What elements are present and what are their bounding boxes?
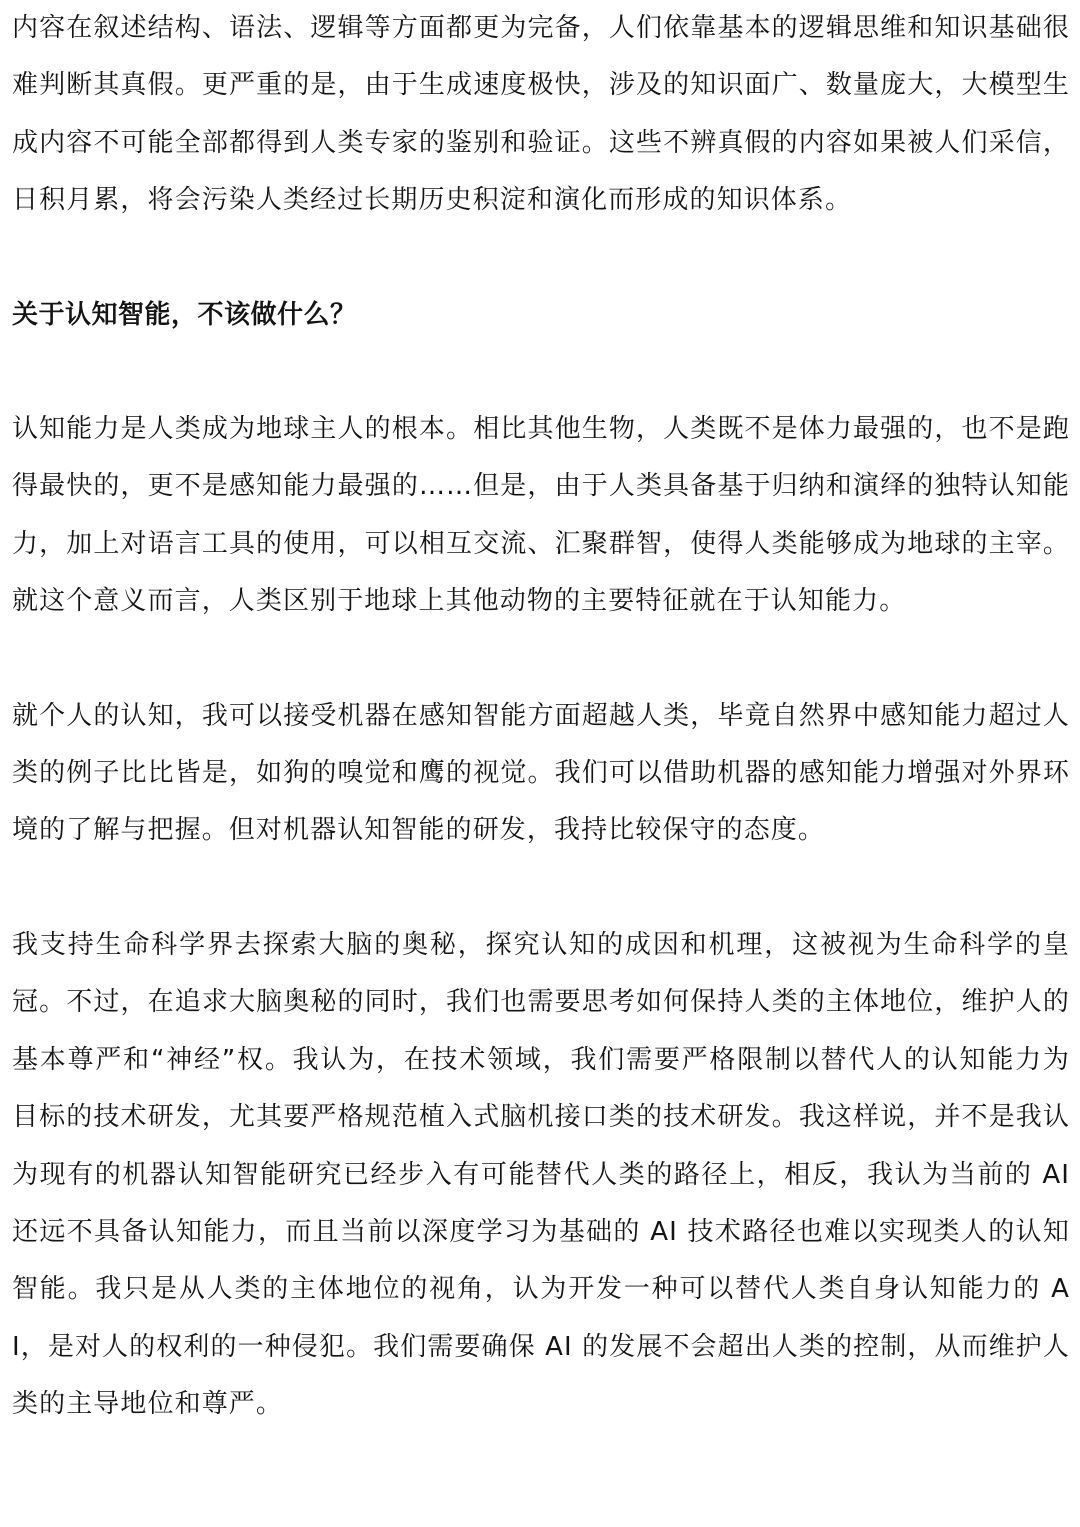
paragraph-cognition-root: 认知能力是人类成为地球主人的根本。相比其他生物，人类既不是体力最强的，也不是跑得最快的，更不是感知能力最强的……但是，由于人类具备基于归纳和演绎的独特认知能力，加上对语言工具的使用，可以相互交流、汇聚群智，使得人类能够成为地球的主宰。就这个意义而言，人类区别于地球上其他动物的主要特征就在于认知能力。	[12, 414, 1070, 617]
paragraph-brain-research: 我支持生命科学界去探索大脑的奥秘，探究认知的成因和机理，这被视为生命科学的皇冠。不过，在追求大脑奥秘的同时，我们也需要思考如何保持人类的主体地位，维护人的基本尊严和“神经”权。我认为，在技术领域，我们需要严格限制以替代人的认知能力为目标的技术研发，尤其要严格规范植入式脑机接口类的技术研发。我这样说，并不是我认为现有的机器认知智能研究已经步入有可能替代人类的路径上，相反，我认为当前的 AI 还远不具备认知能力，而且当前以深度学习为基础的 AI 技术路径也难以实现类人的认知智能。我只是从人类的主体地位的视角，认为开发一种可以替代人类自身认知能力的 AI，是对人的权利的一种侵犯。我们需要确保 AI 的发展不会超出人类的控制，从而维护人类的主导地位和尊严。	[12, 929, 1070, 1420]
section-heading: 关于认知智能，不该做什么？	[12, 299, 357, 330]
paragraph-intro-continuation: 内容在叙述结构、语法、逻辑等方面都更为完备，人们依靠基本的逻辑思维和知识基础很难判断其真假。更严重的是，由于生成速度极快，涉及的知识面广、数量庞大，大模型生成内容不可能全部都得到人类专家的鉴别和验证。这些不辨真假的内容如果被人们采信，日积月累，将会污染人类经过长期历史积淀和演化而形成的知识体系。	[12, 13, 1070, 216]
paragraph-personal-view: 就个人的认知，我可以接受机器在感知智能方面超越人类，毕竟自然界中感知能力超过人类的例子比比皆是，如狗的嗅觉和鹰的视觉。我们可以借助机器的感知能力增强对外界环境的了解与把握。但对机器认知智能的研发，我持比较保守的态度。	[12, 700, 1070, 846]
